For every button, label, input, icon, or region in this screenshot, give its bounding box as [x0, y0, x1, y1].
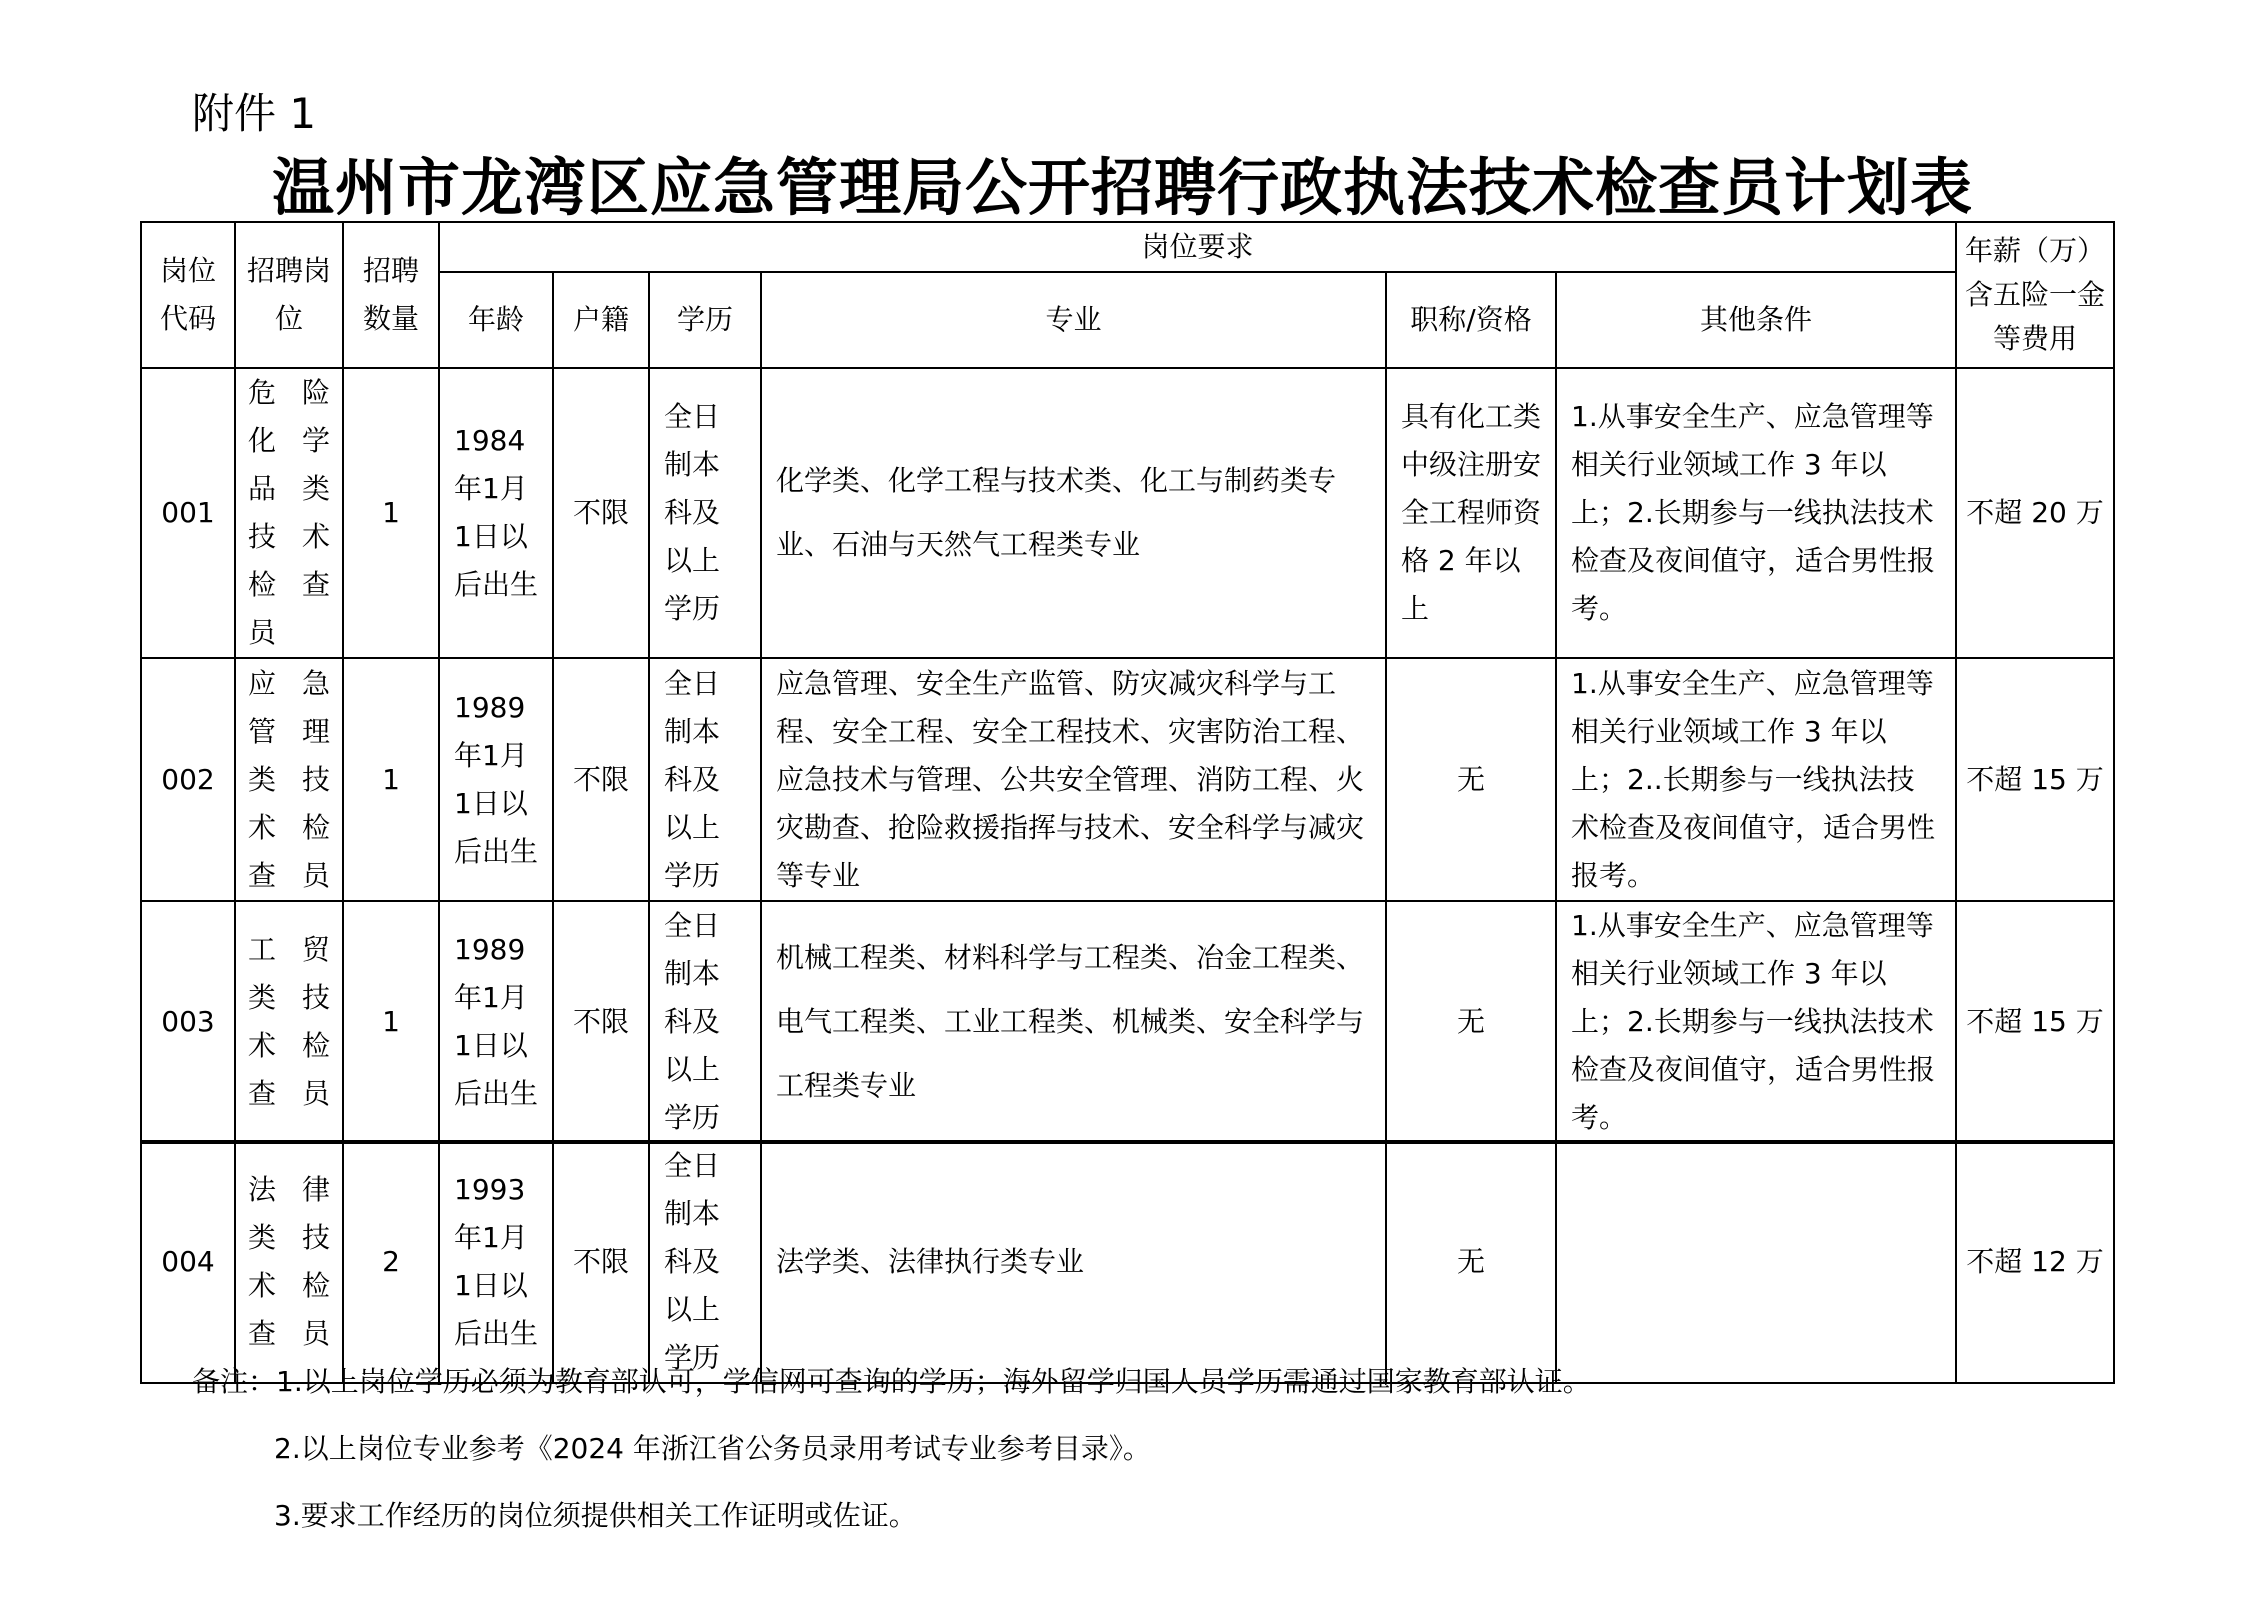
cell-qualification: 具有化工类中级注册安全工程师资格 2 年以上 [1386, 368, 1556, 658]
cell-major: 化学类、化学工程与技术类、化工与制药类专业、石油与天然气工程类专业 [761, 368, 1386, 658]
cell-hukou: 不限 [553, 658, 649, 901]
cell-other: 1.从事安全生产、应急管理等相关行业领域工作 3 年以上；2..长期参与一线执法技术检查及夜间值守，适合男性报考。 [1556, 658, 1956, 901]
note-line-3: 3.要求工作经历的岗位须提供相关工作证明或佐证。 [274, 1499, 917, 1532]
header-salary: 年薪（万）含五险一金等费用 [1956, 222, 2114, 368]
cell-age: 1993年1月1日以后出生 [439, 1141, 553, 1383]
cell-age: 1989年1月1日以后出生 [439, 901, 553, 1143]
cell-post: 应急管理类技术检查员 [235, 658, 343, 901]
table-row [141, 658, 2114, 901]
cell-education: 全日制本科及以上学历 [649, 901, 761, 1143]
cell-other: 1.从事安全生产、应急管理等相关行业领域工作 3 年以上；2.长期参与一线执法技术检查及夜间值守，适合男性报考。 [1556, 368, 1956, 658]
note-line-2: 2.以上岗位专业参考《2024 年浙江省公务员录用考试专业参考目录》。 [274, 1432, 1151, 1465]
cell-salary: 不超 15 万 [1956, 658, 2114, 901]
cell-qualification: 无 [1386, 1141, 1556, 1383]
cell-age: 1989年1月1日以后出生 [439, 658, 553, 901]
cell-education: 全日制本科及以上学历 [649, 368, 761, 658]
header-other: 其他条件 [1556, 272, 1956, 368]
cell-major: 法学类、法律执行类专业 [761, 1141, 1386, 1383]
cell-code: 001 [141, 368, 235, 658]
cell-salary: 不超 12 万 [1956, 1141, 2114, 1383]
header-post: 招聘岗位 [235, 222, 343, 368]
cell-other: 1.从事安全生产、应急管理等相关行业领域工作 3 年以上；2.长期参与一线执法技术检查及夜间值守，适合男性报考。 [1556, 901, 1956, 1143]
cell-other [1556, 1141, 1956, 1383]
cell-code: 004 [141, 1141, 235, 1383]
cell-count: 1 [343, 658, 439, 901]
header-major: 专业 [761, 272, 1386, 368]
cell-count: 1 [343, 368, 439, 658]
header-education: 学历 [649, 272, 761, 368]
recruitment-plan-table [140, 221, 2115, 1144]
cell-qualification: 无 [1386, 901, 1556, 1143]
cell-post: 法律类技术检查员 [235, 1141, 343, 1383]
cell-hukou: 不限 [553, 368, 649, 658]
table-row [141, 1141, 2114, 1383]
document-title: 温州市龙湾区应急管理局公开招聘行政执法技术检查员计划表 [271, 151, 1973, 224]
cell-education: 全日制本科及以上学历 [649, 1141, 761, 1383]
cell-hukou: 不限 [553, 1141, 649, 1383]
header-hukou: 户籍 [553, 272, 649, 368]
header-requirements: 岗位要求 [439, 222, 1956, 272]
note-line-1: 备注：1.以上岗位学历必须为教育部认可，学信网可查询的学历；海外留学归国人员学历需通过国家教育部认证。 [192, 1365, 1591, 1398]
cell-hukou: 不限 [553, 901, 649, 1143]
header-qualification: 职称/资格 [1386, 272, 1556, 368]
cell-age: 1984年1月1日以后出生 [439, 368, 553, 658]
attachment-label: 附件 1 [192, 89, 317, 138]
header-count: 招聘数量 [343, 222, 439, 368]
cell-salary: 不超 15 万 [1956, 901, 2114, 1143]
cell-major: 应急管理、安全生产监管、防灾减灾科学与工程、安全工程、安全工程技术、灾害防治工程、应急技术与管理、公共安全管理、消防工程、火灾勘查、抢险救援指挥与技术、安全科学与减灾等专业 [761, 658, 1386, 901]
recruitment-plan-table-continued [140, 1140, 2115, 1384]
cell-salary: 不超 20 万 [1956, 368, 2114, 658]
table-row [141, 368, 2114, 658]
cell-post: 危险化学品类技术检查员 [235, 368, 343, 658]
header-code: 岗位代码 [141, 222, 235, 368]
header-age: 年龄 [439, 272, 553, 368]
table-row [141, 901, 2114, 1143]
cell-qualification: 无 [1386, 658, 1556, 901]
cell-major: 机械工程类、材料科学与工程类、冶金工程类、电气工程类、工业工程类、机械类、安全科学与工程类专业 [761, 901, 1386, 1143]
cell-count: 2 [343, 1141, 439, 1383]
cell-post: 工贸类技术检查员 [235, 901, 343, 1143]
cell-count: 1 [343, 901, 439, 1143]
cell-code: 002 [141, 658, 235, 901]
cell-education: 全日制本科及以上学历 [649, 658, 761, 901]
cell-code: 003 [141, 901, 235, 1143]
